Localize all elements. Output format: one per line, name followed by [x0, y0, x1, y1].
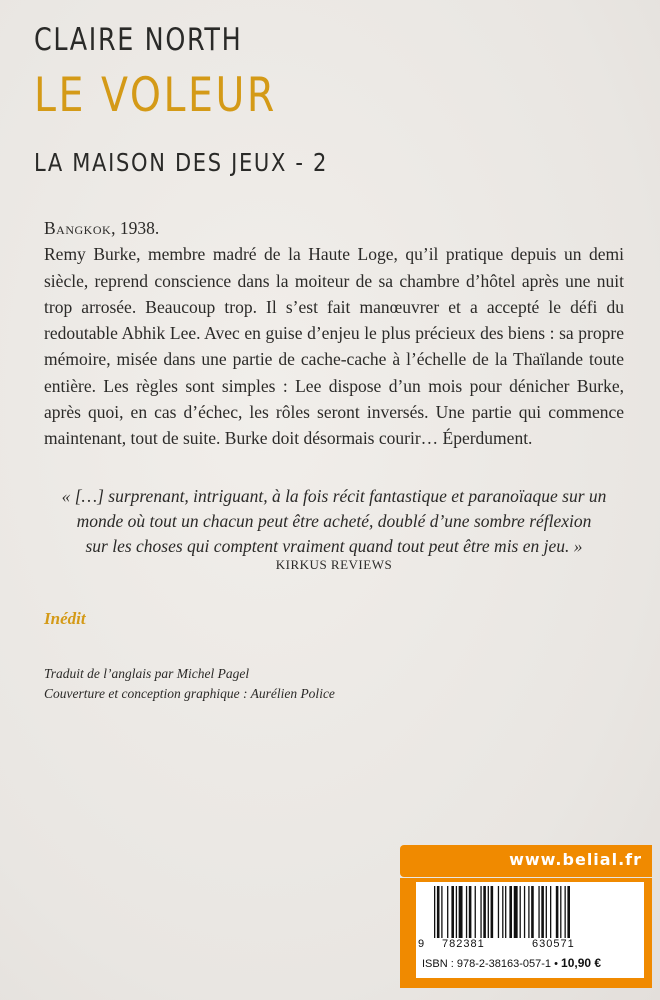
isbn-number: ISBN : 978-2-38163-057-1: [422, 958, 552, 970]
review-quote-line: monde où tout un chacun peut être acheté, doublé d’une sombre réflexion: [76, 511, 592, 531]
review-quote-line: sur les choses qui comptent vraiment quand tout peut être mis en jeu. »: [85, 536, 583, 556]
isbn-price-line: [422, 956, 601, 970]
synopsis-year: , 1938.: [111, 218, 160, 238]
review-quote: [44, 484, 624, 559]
barcode-panel: [400, 878, 652, 988]
publisher-url: www.belial.fr: [509, 850, 642, 869]
translator-credit: Traduit de l’anglais par Michel Pagel: [44, 666, 250, 681]
synopsis-paragraph: Remy Burke, membre madré de la Haute Loge, qu’il pratique depuis un demi siècle, reprend conscience dans la moiteur de sa chambre d’hôtel après une nuit trop arrosée. Beaucoup trop. Il s’est fait manœuvrer et a accepté le défi du redoutable Abhik Lee. Avec en guise d’enjeu le plus précieux des biens : sa propre mémoire, misée dans une partie de cache-cache à l’échelle de la Thaïlande toute entière. Les règles sont simples : Lee dispose d’un mois pour dénicher Burke, après quoi, en cas d’échec, les rôles seront inversés. Une partie qui commence maintenant, tout de suite. Burke doit désormais courir… Éperdument.: [44, 244, 624, 449]
series-name: LA MAISON DES JEUX - 2: [34, 148, 329, 177]
price: 10,90 €: [561, 956, 602, 970]
publisher-url-banner: [400, 845, 652, 877]
unpublished-label: Inédit: [44, 609, 86, 628]
review-source: KIRKUS REVIEWS: [275, 557, 393, 572]
synopsis: [44, 215, 624, 452]
barcode-right-digits: 630571: [532, 938, 575, 950]
credits: [44, 664, 335, 704]
book-title: LE VOLEUR: [34, 68, 277, 123]
barcode-icon: [434, 886, 630, 938]
cover-design-credit: Couverture et conception graphique : Aurélien Police: [44, 686, 335, 701]
review-quote-line: « […] surprenant, intriguant, à la fois récit fantastique et paranoïaque sur un: [61, 486, 607, 506]
barcode-lead-digit: 9: [418, 938, 425, 950]
separator-dot: •: [554, 958, 558, 970]
barcode-left-digits: 782381: [442, 938, 485, 950]
synopsis-dateline: [44, 215, 624, 241]
author-name: CLAIRE NORTH: [34, 22, 243, 58]
barcode-label: [416, 882, 644, 978]
synopsis-place: Bangkok: [44, 218, 112, 238]
